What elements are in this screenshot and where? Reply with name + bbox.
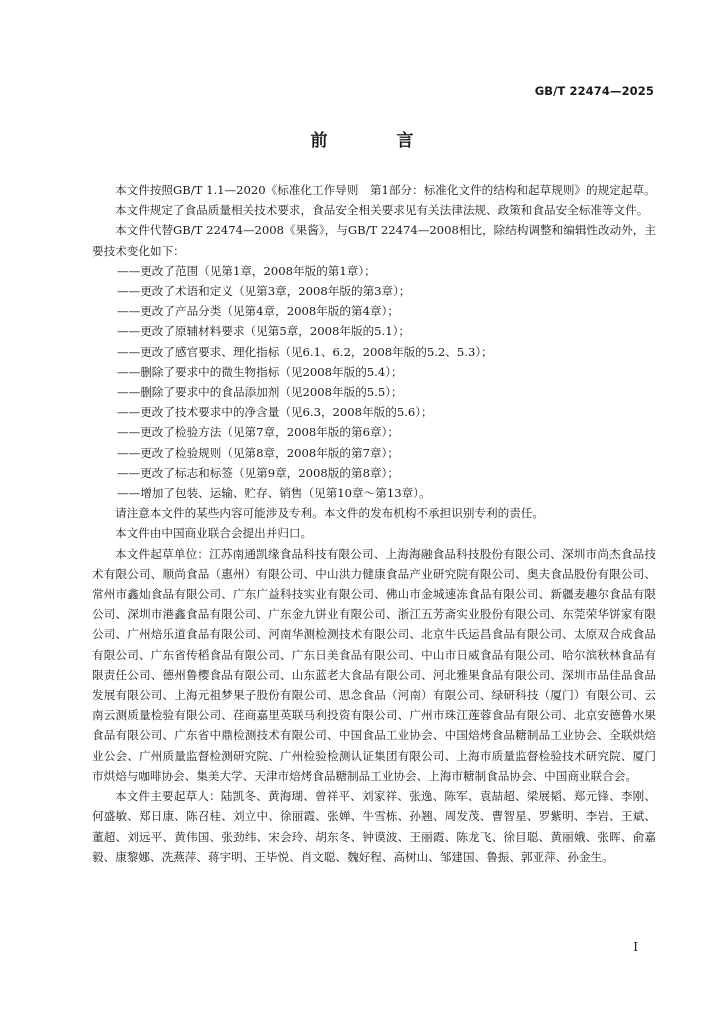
change-item: ——更改了产品分类（见第4章，2008年版的第4章）； bbox=[117, 304, 399, 319]
change-item: ——更改了标志和标签（见第9章，2008版的第8章）； bbox=[117, 465, 399, 480]
page-number: I bbox=[633, 940, 638, 954]
change-item: ——删除了要求中的食品添加剂（见2008年版的5.5）； bbox=[117, 385, 403, 400]
change-item: ——删除了要求中的微生物指标（见2008年版的5.4）； bbox=[117, 364, 403, 379]
paragraph-scope-note: 本文件规定了食品质量相关技术要求，食品安全相关要求见有关法律法规、政策和食品安全标准等文件。 bbox=[115, 203, 649, 218]
change-item: ——增加了包装、运输、贮存、销售（见第10章～第13章）。 bbox=[117, 486, 431, 501]
paragraph-proposer: 本文件由中国商业联合会提出并归口。 bbox=[115, 526, 313, 541]
page-title: 前 言 bbox=[310, 131, 440, 151]
foreword-body bbox=[92, 180, 656, 867]
paragraph-drafting-rules: 本文件按照GB/T 1.1—2020《标准化工作导则 第1部分：标准化文件的结构和起草规则》的规定起草。 bbox=[115, 183, 656, 197]
change-item: ——更改了原辅材料要求（见第5章，2008年版的5.1）； bbox=[117, 324, 410, 339]
standard-code: GB/T 22474—2025 bbox=[534, 84, 654, 98]
paragraph-drafters: 本文件主要起草人：陆凯冬、黄海瑚、曾祥平、刘家祥、张逸、陈军、袁喆超、梁展韬、郑元锋、李刚、何盛敏、郑日康、陈召桂、刘立中、徐丽霞、张婵、牛雪栋、孙翘、周发茂、曹智星、罗紫明、李岩、王斌、董超、刘远平、黄伟国、张劲纬、宋会玲、胡东冬、钟谟波、王丽霞、陈龙飞、徐目聪、黄丽娥、张晖、俞嘉毅、康黎娜、冼燕萍、蒋宇明、王毕悦、肖文聪、魏好程、高树山、邹建国、鲁振、郭亚萍、孙金生。 bbox=[92, 789, 656, 864]
change-item: ——更改了术语和定义（见第3章，2008年版的第3章）； bbox=[117, 284, 411, 299]
change-item: ——更改了检验方法（见第7章，2008年版的第6章）； bbox=[117, 425, 399, 440]
paragraph-patent-notice: 请注意本文件的某些内容可能涉及专利。本文件的发布机构不承担识别专利的责任。 bbox=[115, 506, 544, 521]
change-item: ——更改了感官要求、理化指标（见6.1、6.2，2008年版的5.2、5.3）； bbox=[117, 344, 493, 359]
change-item: ——更改了检验规则（见第8章，2008年版的第7章）； bbox=[117, 445, 399, 460]
paragraph-drafting-units: 本文件起草单位：江苏南通凯缘食品科技有限公司、上海海融食品科技股份有限公司、深圳市尚杰食品技术有限公司、顺尚食品（惠州）有限公司、中山洪力健康食品产业研究院有限公司、奥夫食品股份有限公司、常州市鑫灿食品有限公司、广东广益科技实业有限公司、佛山市金城速冻食品有限公司、新疆麦趣尔食品有限公司、深圳市港鑫食品有限公司、广东金九饼业有限公司、浙江五芳斋实业股份有限公司、东莞荣华饼家有限公司、广州焙乐道食品有限公司、河南华测检测技术有限公司、北京牛氏运昌食品有限公司、太原双合成食品有限公司、广东省传稻食品有限公司、广东日美食品有限公司、中山市日威食品有限公司、哈尔滨秋林食品有限责任公司、德州鲁樱食品有限公司、山东蓝老大食品有限公司、河北雅果食品有限公司、深圳市品佳品食品发展有限公司、上海元祖梦果子股份有限公司、思念食品（河南）有限公司、绿研科技（厦门）有限公司、云南云测质量检验有限公司、荏商嘉里英联马利投资有限公司、广州市珠江莲蓉食品有限公司、北京安德鲁水果食品有限公司、广东省中鼎检测技术有限公司、中国食品工业协会、中国焙烤食品糖制品工业协会、全联烘焙业公会、广州质量监督检测研究院、广州检验检测认证集团有限公司、上海市质量监督检验技术研究院、厦门市烘焙与咖啡协会、集美大学、天津市焙烤食品糖制品工业协会、上海市糖制食品协会、中国商业联合会。 bbox=[92, 546, 656, 783]
change-list bbox=[92, 261, 656, 503]
change-item: ——更改了技术要求中的净含量（见6.3，2008年版的5.6）； bbox=[117, 405, 433, 420]
paragraph-replacement: 本文件代替GB/T 22474—2008《果酱》，与GB/T 22474—2008相比，除结构调整和编辑性改动外，主要技术变化如下： bbox=[92, 223, 656, 258]
change-item: ——更改了范围（见第1章，2008年版的第1章）； bbox=[117, 263, 376, 278]
